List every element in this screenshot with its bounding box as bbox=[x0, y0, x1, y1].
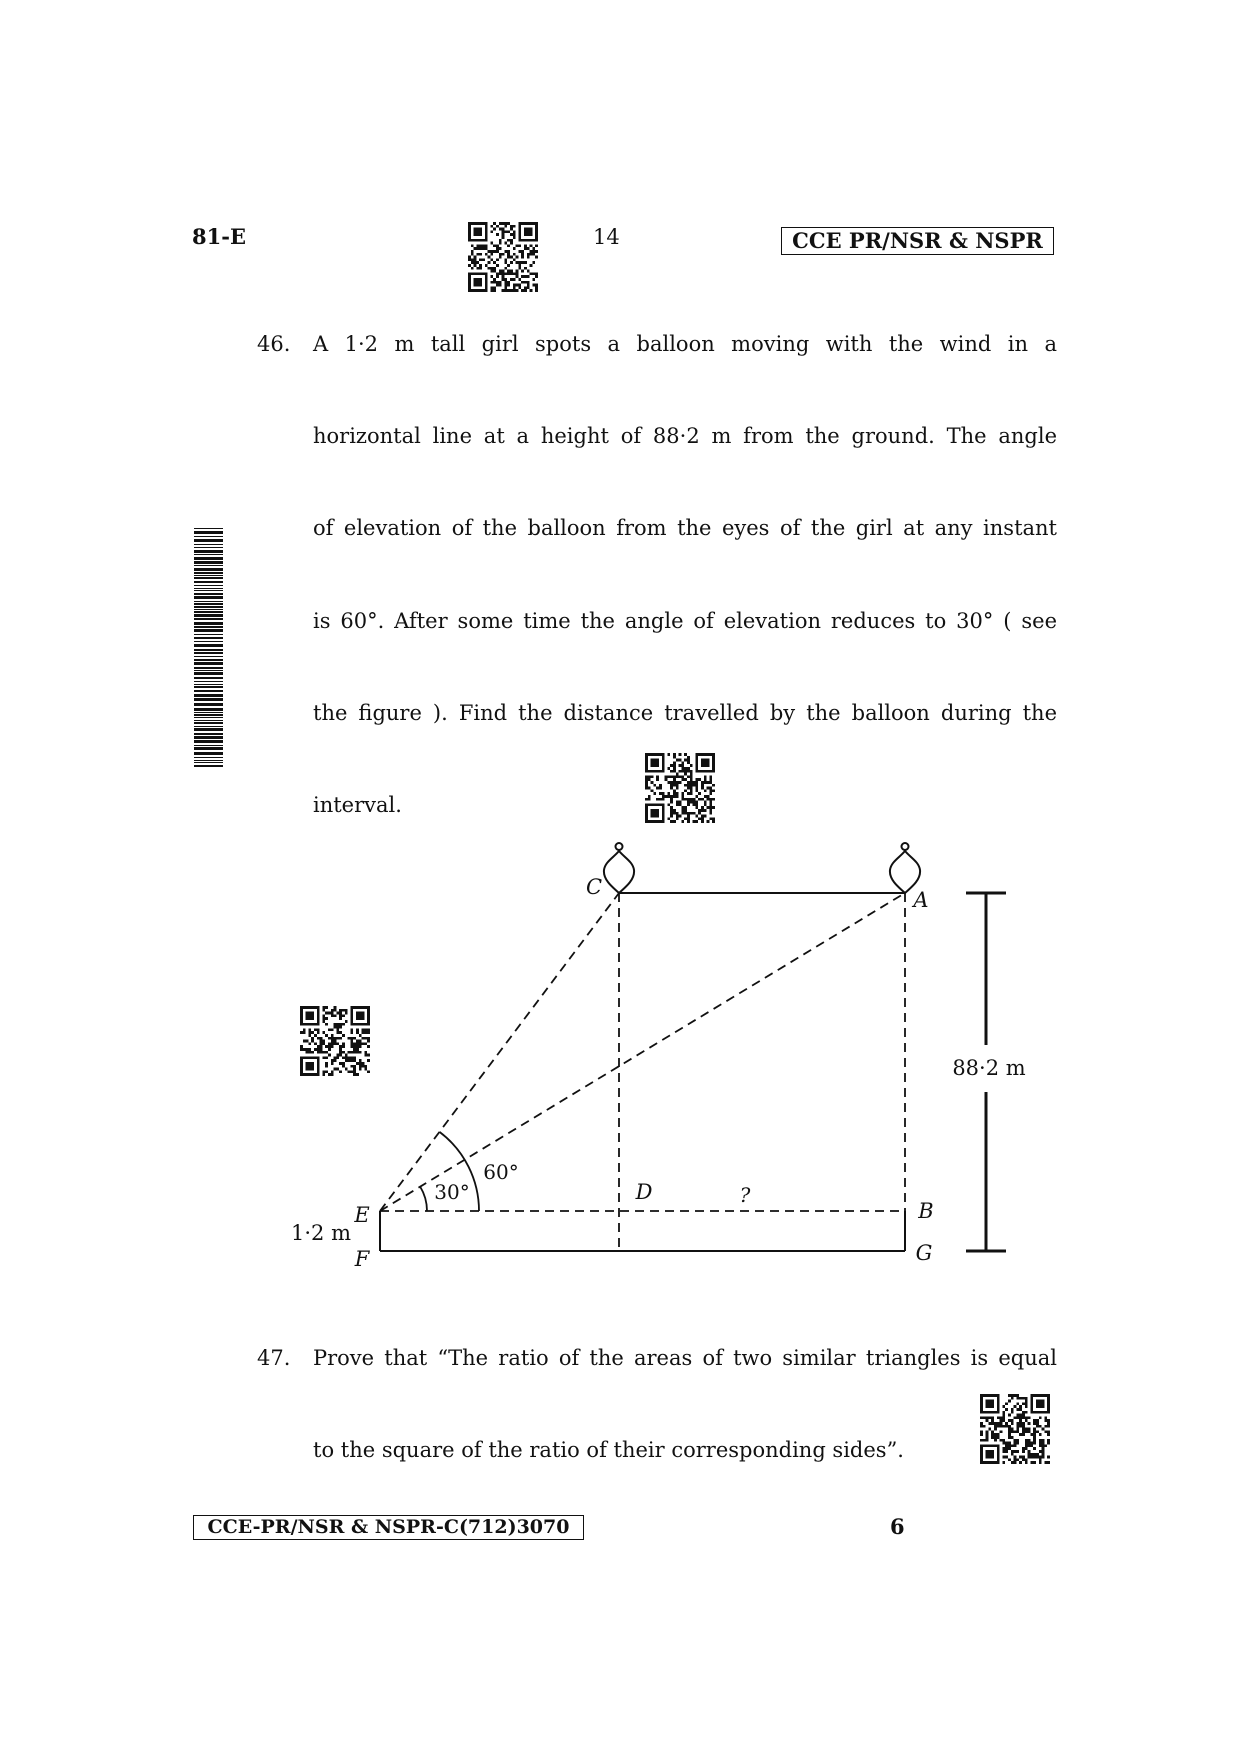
footer-page-number: 6 bbox=[890, 1514, 905, 1539]
angle-label-small: 30° bbox=[434, 1180, 470, 1204]
balloon-elevation-figure bbox=[280, 830, 1040, 1280]
angle-label-large: 60° bbox=[483, 1160, 519, 1184]
barcode-bars bbox=[194, 528, 223, 767]
vertex-label-f: F bbox=[354, 1247, 370, 1271]
question-line: is 60°. After some time the angle of elevation reduces to 30° ( see bbox=[313, 608, 1057, 633]
qr-code bbox=[300, 1006, 370, 1076]
question-text bbox=[313, 1343, 1057, 1527]
unknown-distance-label: ? bbox=[739, 1183, 751, 1207]
qr-code bbox=[645, 753, 715, 823]
paper-code: 81-E bbox=[192, 224, 246, 249]
qr-modules bbox=[300, 1006, 370, 1076]
question-line: horizontal line at a height of 88·2 m from the ground. The angle bbox=[313, 424, 1057, 449]
question-line: Prove that “The ratio of the areas of two similar triangles is equal bbox=[313, 1346, 1057, 1370]
height-label: 88·2 m bbox=[952, 1056, 1026, 1080]
question-line: A 1·2 m tall girl spots a balloon moving with the wind in a bbox=[313, 332, 1057, 356]
qr-modules bbox=[980, 1394, 1050, 1464]
balloon-body bbox=[890, 851, 920, 893]
exam-label-box: CCE PR/NSR & NSPR bbox=[781, 227, 1054, 255]
qr-code bbox=[980, 1394, 1050, 1464]
barcode bbox=[194, 526, 223, 769]
question-line: of elevation of the balloon from the eyes of the girl at any instant bbox=[313, 516, 1057, 541]
balloon-knot bbox=[616, 843, 623, 850]
footer-code-box: CCE-PR/NSR & NSPR-C(712)3070 bbox=[193, 1515, 584, 1540]
vertex-label-d: D bbox=[635, 1180, 653, 1204]
question-number: 46. bbox=[257, 332, 291, 356]
eye-height-label: 1·2 m bbox=[291, 1221, 351, 1245]
vertex-label-g: G bbox=[915, 1241, 933, 1265]
vertex-label-c: C bbox=[585, 875, 603, 899]
balloon-at-c bbox=[604, 843, 634, 893]
vertex-label-e: E bbox=[354, 1203, 370, 1227]
balloon-at-a bbox=[890, 843, 920, 893]
balloon-body bbox=[604, 851, 634, 893]
qr-modules bbox=[645, 753, 715, 823]
qr-modules bbox=[468, 222, 538, 292]
balloon-knot bbox=[902, 843, 909, 850]
question-line: to the square of the ratio of their corresponding sides”. bbox=[313, 1438, 904, 1463]
vertex-label-b: B bbox=[918, 1199, 934, 1223]
question-line: the figure ). Find the distance travelled by the balloon during the bbox=[313, 700, 1057, 725]
qr-code bbox=[468, 222, 538, 292]
question-line: interval. bbox=[313, 792, 402, 817]
question-number: 47. bbox=[257, 1346, 291, 1370]
vertex-label-a: A bbox=[913, 888, 929, 912]
line-of-sight-ea bbox=[380, 893, 905, 1211]
page-number: 14 bbox=[593, 225, 620, 249]
angle-arc-small bbox=[420, 1187, 427, 1211]
